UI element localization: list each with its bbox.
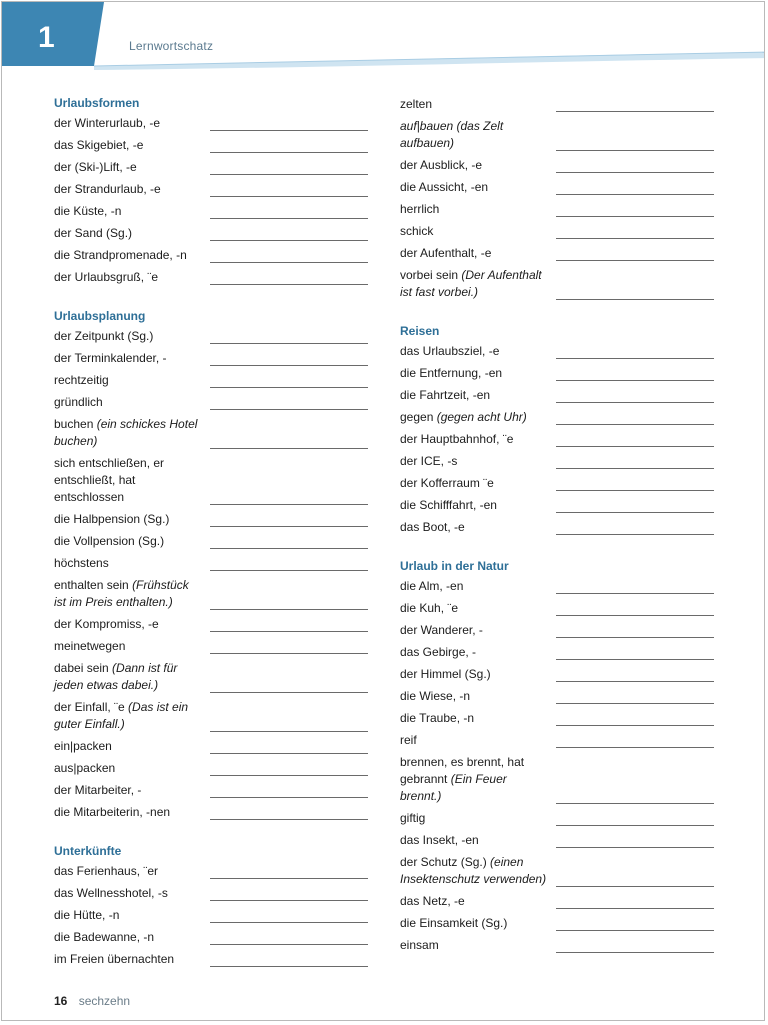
vocab-word: die Einsamkeit (Sg.) [400,916,508,930]
answer-line[interactable] [556,534,714,535]
vocab-term [54,115,204,132]
vocab-example: auf|bauen (das Zelt aufbauen) [400,119,504,150]
answer-line[interactable] [556,380,714,381]
vocab-entry [400,752,714,808]
vocab-section [54,94,368,289]
answer-line[interactable] [210,922,368,923]
vocab-word: im Freien übernachten [54,952,175,966]
vocab-term [400,710,550,727]
vocab-term [54,760,204,777]
vocab-term [400,96,550,113]
vocab-entry [54,949,368,971]
answer-line[interactable] [210,387,368,388]
right-column [400,94,714,957]
section-title: Unterkünfte [54,844,122,858]
vocab-word: herrlich [400,202,440,216]
vocab-term [400,409,550,426]
vocab-section [400,94,714,304]
answer-line[interactable] [556,216,714,217]
answer-line[interactable] [556,847,714,848]
answer-line[interactable] [556,512,714,513]
answer-line[interactable] [556,725,714,726]
vocab-term [54,416,204,450]
answer-line[interactable] [556,238,714,239]
vocab-term [54,616,204,633]
answer-line[interactable] [210,631,368,632]
header-title: Lernwortschatz [129,39,214,53]
vocab-term [54,577,204,611]
vocab-term [54,394,204,411]
answer-line[interactable] [210,343,368,344]
page-number-word: sechzehn [78,994,131,1008]
vocab-term [54,328,204,345]
answer-line[interactable] [556,402,714,403]
vocab-entry [400,429,714,451]
vocab-entry [54,113,368,135]
vocab-example: (Der Aufenthalt ist fast vorbei.) [400,268,542,299]
answer-line[interactable] [210,365,368,366]
vocab-entry [54,883,368,905]
vocab-word: der Schutz (Sg.) [400,855,491,869]
vocab-word: die Fahrtzeit, -en [400,388,491,402]
left-column [54,94,368,971]
answer-line[interactable] [556,886,714,887]
vocab-word: die Küste, -n [54,204,122,218]
vocab-term [400,688,550,705]
answer-line[interactable] [210,196,368,197]
vocab-term [400,201,550,218]
vocab-entry [54,697,368,736]
vocab-entry [54,135,368,157]
vocab-entry [400,664,714,686]
vocab-word: die Vollpension (Sg.) [54,534,165,548]
vocab-entry [400,341,714,363]
vocab-entry [400,708,714,730]
vocab-word: der (Ski-)Lift, -e [54,160,137,174]
vocab-term [54,660,204,694]
vocab-word: das Netz, -e [400,894,465,908]
vocab-word: dabei sein [54,661,113,675]
answer-line[interactable] [556,424,714,425]
answer-line[interactable] [210,900,368,901]
vocab-entry [400,363,714,385]
vocab-word: der Terminkalender, - [54,351,167,365]
vocab-word: enthalten sein [54,578,133,592]
vocab-entry [400,686,714,708]
vocab-word: giftig [400,811,426,825]
vocab-example: (Ein Feuer brennt.) [400,772,507,803]
vocab-entry [400,177,714,199]
vocab-entry [400,517,714,539]
vocab-term [400,754,550,805]
vocab-example: (Frühstück ist im Preis enthalten.) [54,578,189,609]
answer-line[interactable] [556,111,714,112]
vocab-word: das Skigebiet, -e [54,138,144,152]
answer-line[interactable] [556,637,714,638]
section-title: Urlaubsplanung [54,309,146,323]
vocab-entry [54,758,368,780]
vocab-entry [54,201,368,223]
answer-line[interactable] [210,262,368,263]
vocab-word: die Mitarbeiterin, -nen [54,805,171,819]
vocab-entry [400,598,714,620]
vocab-word: der Hauptbahnhof, ¨e [400,432,514,446]
answer-line[interactable] [210,526,368,527]
vocab-example: (einen Insektenschutz verwenden) [400,855,547,886]
vocab-term [400,118,550,152]
answer-line[interactable] [210,448,368,449]
answer-line[interactable] [210,152,368,153]
vocab-term [54,225,204,242]
answer-line[interactable] [210,284,368,285]
answer-line[interactable] [556,194,714,195]
answer-line[interactable] [210,819,368,820]
vocab-term [400,732,550,749]
vocab-term [54,863,204,880]
vocab-word: der Kompromiss, -e [54,617,159,631]
vocab-word: die Aussicht, -en [400,180,489,194]
answer-line[interactable] [210,504,368,505]
answer-line[interactable] [556,490,714,491]
vocab-word: meinetwegen [54,639,126,653]
answer-line[interactable] [556,615,714,616]
page-header [2,2,764,72]
vocab-entry [54,453,368,509]
vocab-entry [54,223,368,245]
vocab-word: rechtzeitig [54,373,109,387]
vocab-entry [54,326,368,348]
vocab-entry [400,385,714,407]
header-banner [2,2,765,72]
vocab-example: (Dann ist für jeden etwas dabei.) [54,661,178,692]
vocab-word: die Hütte, -n [54,908,120,922]
vocab-example: (gegen acht Uhr) [436,410,527,424]
vocab-word: der Aufenthalt, -e [400,246,492,260]
vocab-term [400,179,550,196]
vocab-term [54,555,204,572]
answer-line[interactable] [556,825,714,826]
vocab-entry [54,736,368,758]
vocab-term [54,885,204,902]
vocab-word: der Winterurlaub, -e [54,116,161,130]
answer-line[interactable] [556,150,714,151]
vocab-entry [400,94,714,116]
vocab-word: aus|packen [54,761,116,775]
vocab-term [400,600,550,617]
vocab-term [400,245,550,262]
vocab-entry [54,927,368,949]
vocab-word: brennen, es brennt, hat gebrannt [400,755,525,786]
vocab-section [54,842,368,971]
answer-line[interactable] [210,240,368,241]
vocab-entry [400,808,714,830]
page-footer [54,994,130,1008]
vocab-word: das Insekt, -en [400,833,479,847]
vocab-entry [54,157,368,179]
vocab-entry [54,531,368,553]
section-title: Urlaubsformen [54,96,140,110]
answer-line[interactable] [556,952,714,953]
vocab-word: das Gebirge, - [400,645,477,659]
answer-line[interactable] [210,548,368,549]
answer-line[interactable] [556,358,714,359]
vocab-term [54,782,204,799]
answer-line[interactable] [210,878,368,879]
answer-line[interactable] [556,659,714,660]
vocab-section [400,322,714,539]
vocab-term [400,915,550,932]
vocab-term [54,269,204,286]
vocab-word: der Wanderer, - [400,623,483,637]
vocab-word: schick [400,224,434,238]
vocab-entry [400,913,714,935]
vocab-entry [400,116,714,155]
vocab-entry [54,553,368,575]
answer-line[interactable] [556,446,714,447]
vocab-word: der Ausblick, -e [400,158,483,172]
vocab-term [54,804,204,821]
vocab-entry [54,267,368,289]
section-title: Reisen [400,324,440,338]
vocab-term [400,497,550,514]
answer-line[interactable] [210,966,368,967]
answer-line[interactable] [556,703,714,704]
vocab-term [54,247,204,264]
vocab-word: das Boot, -e [400,520,465,534]
vocab-term [400,854,550,888]
vocab-term [54,533,204,550]
vocab-entry [54,414,368,453]
vocab-word: der ICE, -s [400,454,458,468]
vocab-word: der Himmel (Sg.) [400,667,491,681]
vocab-section [54,307,368,824]
vocab-word: das Urlaubsziel, -e [400,344,500,358]
answer-line[interactable] [556,747,714,748]
vocab-word: ein|packen [54,739,112,753]
vocab-entry [400,830,714,852]
vocab-term [400,431,550,448]
vocab-term [400,223,550,240]
vocab-word: die Alm, -en [400,579,464,593]
answer-line[interactable] [556,260,714,261]
vocab-entry [400,199,714,221]
answer-line[interactable] [210,218,368,219]
vocab-term [400,622,550,639]
vocab-entry [54,509,368,531]
vocab-word: die Halbpension (Sg.) [54,512,170,526]
vocab-word: das Ferienhaus, ¨er [54,864,159,878]
vocab-word: gründlich [54,395,103,409]
vocab-entry [400,891,714,913]
vocab-word: die Kuh, ¨e [400,601,459,615]
vocab-word: die Badewanne, -n [54,930,155,944]
vocab-entry [400,642,714,664]
answer-line[interactable] [210,731,368,732]
answer-line[interactable] [556,468,714,469]
vocab-term [400,157,550,174]
vocab-word: die Traube, -n [400,711,475,725]
vocab-term [400,644,550,661]
vocab-word: die Wiese, -n [400,689,471,703]
vocab-entry [400,407,714,429]
vocab-term [54,638,204,655]
vocab-term [400,267,550,301]
answer-line[interactable] [556,930,714,931]
vocab-term [400,810,550,827]
vocab-example: (ein schickes Hotel buchen) [54,417,198,448]
chapter-number: 1 [38,21,55,54]
vocab-entry [54,780,368,802]
vocab-entry [54,392,368,414]
vocab-term [400,519,550,536]
vocab-entry [54,802,368,824]
vocab-entry [54,636,368,658]
workbook-page [1,1,765,1021]
vocab-word: der Sand (Sg.) [54,226,133,240]
vocab-example: (Das ist ein guter Einfall.) [54,700,189,731]
answer-line[interactable] [210,570,368,571]
vocab-entry [54,348,368,370]
vocab-term [54,455,204,506]
vocab-entry [400,473,714,495]
vocab-word: die Entfernung, -en [400,366,503,380]
vocab-entry [400,221,714,243]
vocab-term [54,137,204,154]
vocab-word: gegen [400,410,437,424]
vocab-term [54,372,204,389]
vocab-entry [400,852,714,891]
vocab-term [400,387,550,404]
vocab-word: der Urlaubsgruß, ¨e [54,270,159,284]
vocab-entry [400,935,714,957]
vocab-term [54,511,204,528]
vocab-term [400,475,550,492]
vocab-term [400,937,550,954]
vocab-term [54,907,204,924]
vocab-entry [400,620,714,642]
vocab-entry [400,495,714,517]
answer-line[interactable] [210,130,368,131]
vocab-word: das Wellnesshotel, -s [54,886,168,900]
vocab-word: der Einfall, ¨e [54,700,129,714]
answer-line[interactable] [210,753,368,754]
vocab-word: sich entschließen, er entschließt, hat entschlossen [54,456,165,504]
answer-line[interactable] [210,174,368,175]
vocab-entry [54,179,368,201]
answer-line[interactable] [210,944,368,945]
vocab-entry [400,155,714,177]
page-number: 16 [54,994,68,1008]
vocab-word: vorbei sein [400,268,462,282]
vocab-word: zelten [400,97,433,111]
vocab-entry [400,576,714,598]
vocab-entry [54,575,368,614]
vocab-entry [400,243,714,265]
vocab-term [400,832,550,849]
answer-line[interactable] [556,681,714,682]
answer-line[interactable] [210,409,368,410]
vocab-entry [54,658,368,697]
vocab-word: der Zeitpunkt (Sg.) [54,329,154,343]
answer-line[interactable] [210,797,368,798]
vocab-entry [54,861,368,883]
answer-line[interactable] [210,609,368,610]
vocab-word: höchstens [54,556,109,570]
answer-line[interactable] [556,593,714,594]
answer-line[interactable] [556,172,714,173]
answer-line[interactable] [556,299,714,300]
vocab-entry [54,905,368,927]
vocab-term [54,738,204,755]
vocab-entry [400,451,714,473]
vocab-entry [54,614,368,636]
answer-line[interactable] [210,653,368,654]
vocab-term [54,929,204,946]
vocab-entry [54,370,368,392]
vocab-word: die Strandpromenade, -n [54,248,187,262]
vocab-term [400,365,550,382]
vocab-term [54,181,204,198]
vocab-term [400,893,550,910]
section-title: Urlaub in der Natur [400,559,509,573]
vocab-word: der Mitarbeiter, - [54,783,142,797]
vocab-entry [400,730,714,752]
vocab-term [400,578,550,595]
answer-line[interactable] [556,803,714,804]
vocab-term [400,343,550,360]
answer-line[interactable] [210,775,368,776]
vocab-entry [400,265,714,304]
vocab-term [54,203,204,220]
vocab-word: der Strandurlaub, -e [54,182,161,196]
vocab-term [400,666,550,683]
vocab-section [400,557,714,957]
vocab-term [54,699,204,733]
vocab-term [54,951,204,968]
vocab-word: der Kofferraum ¨e [400,476,494,490]
vocab-word: einsam [400,938,439,952]
vocab-term [54,350,204,367]
vocab-word: reif [400,733,417,747]
answer-line[interactable] [556,908,714,909]
vocab-term [54,159,204,176]
vocab-word: die Schifffahrt, -en [400,498,497,512]
vocab-word: buchen [54,417,97,431]
vocab-term [400,453,550,470]
vocab-entry [54,245,368,267]
answer-line[interactable] [210,692,368,693]
